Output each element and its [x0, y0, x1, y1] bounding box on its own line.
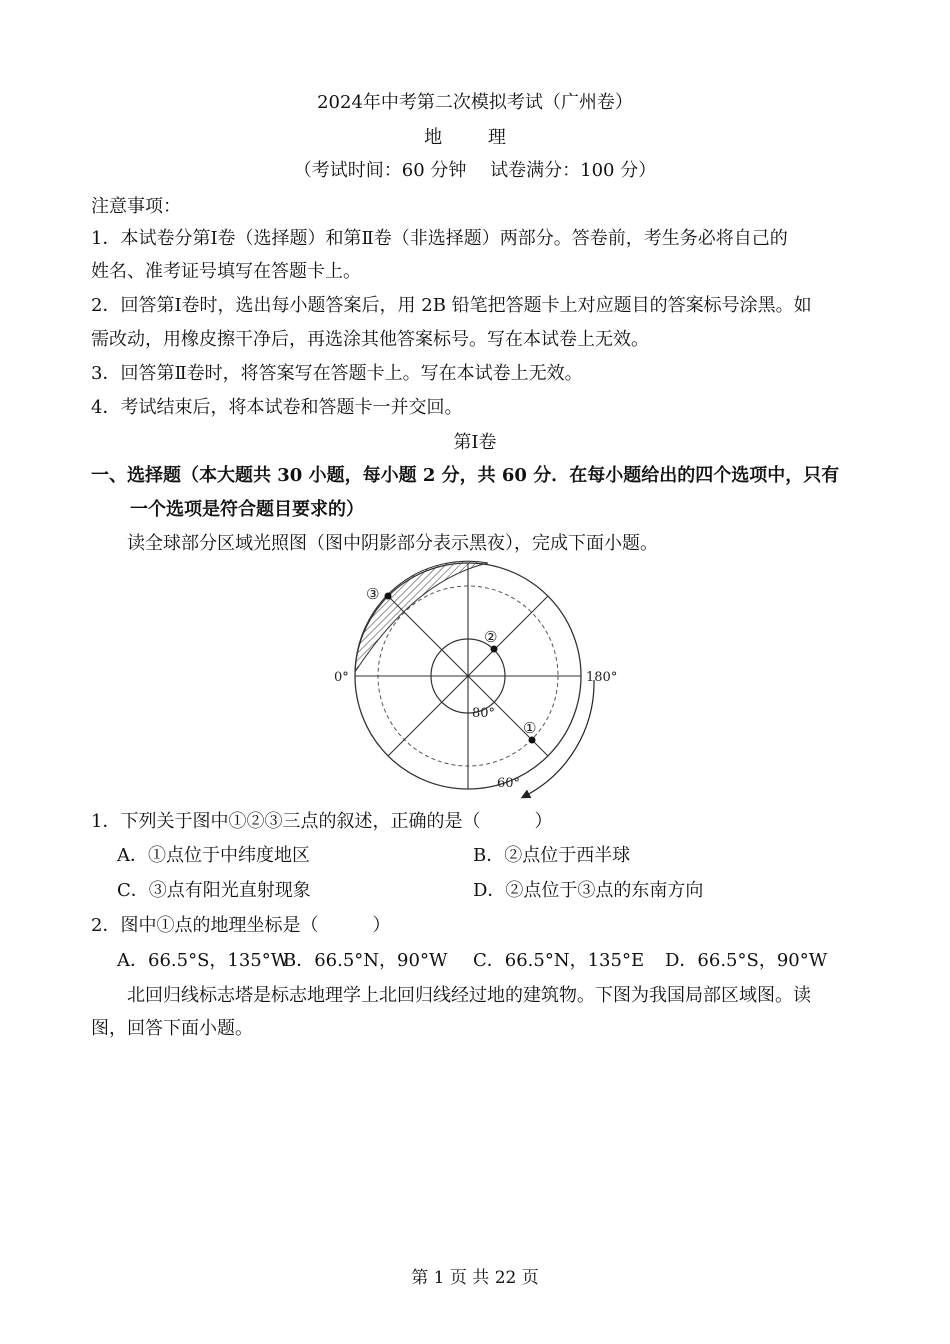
passage-line-1: 北回归线标志塔是标志地理学上北回归线经过地的建筑物。下图为我国局部区域图。读 — [127, 985, 811, 1006]
label-80-degree: 80° — [472, 706, 496, 721]
passage-line-2: 图，回答下面小题。 — [91, 1018, 253, 1039]
q2-option-d: D．66.5°S，90°W — [665, 950, 828, 971]
point-3-label: ③ — [366, 585, 380, 603]
page-footer: 第 1 页 共 22 页 — [411, 1268, 539, 1288]
subject-title: 地 理 — [424, 127, 526, 148]
rotation-arrow — [525, 680, 594, 796]
q2-option-c: C．66.5°N，135°E — [473, 950, 645, 971]
q1-option-c: C．③点有阳光直射现象 — [117, 880, 311, 901]
exam-title: 2024年中考第二次模拟考试（广州卷） — [317, 92, 633, 113]
part-heading-line-2: 一个选项是符合题目要求的） — [130, 499, 364, 520]
volume-title: 第Ⅰ卷 — [453, 432, 497, 453]
point-1-label: ① — [523, 719, 537, 737]
exam-info: （考试时间：60 分钟 试卷满分：100 分） — [293, 160, 657, 181]
label-0-degree: 0° — [334, 670, 349, 685]
q1-option-b: B．②点位于西半球 — [473, 845, 631, 866]
point-1-dot — [529, 737, 536, 744]
label-60-degree: 60° — [497, 776, 521, 791]
point-2-dot — [491, 646, 498, 653]
label-180-degree: 180° — [586, 670, 618, 685]
notice-item-2-line-2: 需改动，用橡皮擦干净后，再选涂其他答案标号。写在本试卷上无效。 — [91, 329, 649, 350]
q1-stem: 1．下列关于图中①②③三点的叙述，正确的是（ ） — [91, 811, 553, 832]
illumination-svg — [330, 560, 630, 800]
notice-heading: 注意事项： — [91, 196, 181, 217]
q2-stem: 2．图中①点的地理坐标是（ ） — [91, 915, 391, 936]
illumination-diagram — [330, 560, 630, 800]
notice-item-4: 4．考试结束后，将本试卷和答题卡一并交回。 — [91, 397, 463, 418]
notice-item-3: 3．回答第Ⅱ卷时，将答案写在答题卡上。写在本试卷上无效。 — [91, 363, 583, 384]
q2-option-b: B．66.5°N，90°W — [283, 950, 448, 971]
notice-item-1-line-2: 姓名、准考证号填写在答题卡上。 — [91, 261, 361, 282]
notice-item-1-line-1: 1．本试卷分第Ⅰ卷（选择题）和第Ⅱ卷（非选择题）两部分。答卷前，考生务必将自己的 — [91, 228, 788, 249]
part-heading-line-1: 一、选择题（本大题共 30 小题，每小题 2 分，共 60 分．在每小题给出的四个选项中，只有 — [91, 465, 840, 486]
q1-option-a: A．①点位于中纬度地区 — [117, 845, 310, 866]
notice-item-2-line-1: 2．回答第Ⅰ卷时，选出每小题答案后，用 2B 铅笔把答题卡上对应题目的答案标号涂黑。如 — [91, 295, 812, 316]
figure-intro: 读全球部分区域光照图（图中阴影部分表示黑夜），完成下面小题。 — [127, 533, 658, 554]
point-2-label: ② — [484, 628, 498, 646]
q2-option-a: A．66.5°S，135°W — [117, 950, 290, 971]
point-3-dot — [385, 593, 392, 600]
q1-option-d: D．②点位于③点的东南方向 — [473, 880, 704, 901]
